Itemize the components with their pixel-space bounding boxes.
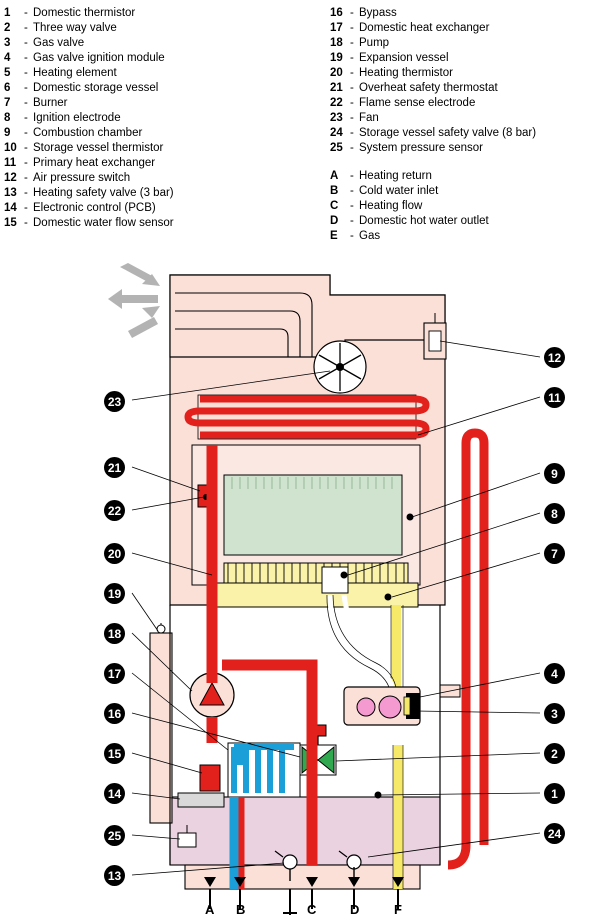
legend-item-label: Primary heat exchanger	[33, 157, 156, 169]
legend-item-number: D	[330, 215, 339, 227]
burner-point	[385, 594, 392, 601]
legend-item-dash: -	[24, 172, 28, 184]
legend-item-label: Three way valve	[33, 22, 117, 34]
legend-item-label: System pressure sensor	[359, 142, 483, 154]
legend-item-label: Electronic control (PCB)	[33, 202, 156, 214]
legend-item-label: Expansion vessel	[359, 52, 449, 64]
electronic-control-pcb	[178, 793, 224, 807]
legend-item-number: 17	[330, 22, 343, 34]
three-way-valve	[300, 725, 336, 775]
legend-item-B	[330, 184, 610, 199]
legend-item-dash: -	[24, 127, 28, 139]
legend-item-number: 24	[330, 127, 343, 139]
legend-item-number: 19	[330, 52, 343, 64]
legend-item-label: Heating return	[359, 170, 432, 182]
legend-item-dash: -	[350, 127, 354, 139]
legend-item-number: B	[330, 185, 339, 197]
legend-item-label: Heating thermistor	[359, 67, 453, 79]
callout-15[interactable]: 15	[104, 743, 125, 764]
legend-item-number: C	[330, 200, 339, 212]
legend-item-dash: -	[24, 112, 28, 124]
legend-item-label: Gas	[359, 230, 381, 242]
legend-item-label: Heating flow	[359, 200, 423, 212]
combustion-chamber-liner	[224, 475, 402, 555]
legend-item-label: Storage vessel safety valve (8 bar)	[359, 127, 537, 139]
legend-item-4	[4, 51, 304, 66]
legend-item-number: 7	[4, 97, 11, 109]
callout-3[interactable]: 3	[544, 703, 565, 724]
legend-item-1	[4, 6, 304, 21]
legend-item-number: A	[330, 170, 339, 182]
legend-item-number: 9	[4, 127, 11, 139]
legend-item-label: Ignition electrode	[33, 112, 121, 124]
legend-item-label: Combustion chamber	[33, 127, 143, 139]
legend-item-3	[4, 36, 304, 51]
liner-hatch	[232, 477, 392, 489]
legend-item-23	[330, 111, 610, 126]
callout-16[interactable]: 16	[104, 703, 125, 724]
legend-item-7	[4, 96, 304, 111]
legend-item-dash: -	[350, 82, 354, 94]
legend-item-dash: -	[24, 157, 28, 169]
callout-9[interactable]: 9	[544, 463, 565, 484]
callout-7[interactable]: 7	[544, 543, 565, 564]
legend-item-dash: -	[24, 67, 28, 79]
legend-item-dash: -	[350, 67, 354, 79]
legend-left-column	[4, 6, 304, 231]
legend-item-dash: -	[24, 7, 28, 19]
legend-item-dash: -	[350, 215, 354, 227]
legend-item-14	[4, 201, 304, 216]
callout-24[interactable]: 24	[544, 823, 565, 844]
legend-item-dash: -	[350, 230, 354, 242]
legend-item-dash: -	[24, 142, 28, 154]
callout-4[interactable]: 4	[544, 663, 565, 684]
legend-item-dash: -	[350, 97, 354, 109]
legend-item-5	[4, 66, 304, 81]
legend-item-dash: -	[24, 217, 28, 229]
callout-22[interactable]: 22	[104, 500, 125, 521]
callout-12[interactable]: 12	[544, 347, 565, 368]
legend-item-dash: -	[24, 82, 28, 94]
legend-item-number: 14	[4, 202, 17, 214]
legend-item-number: 5	[4, 67, 11, 79]
legend-item-dash: -	[350, 112, 354, 124]
legend-item-label: Gas valve ignition module	[33, 52, 165, 64]
legend-item-dash: -	[350, 185, 354, 197]
legend-item-C	[330, 199, 610, 214]
legend-block	[0, 0, 613, 245]
callout-11[interactable]: 11	[544, 387, 565, 408]
legend-item-number: 21	[330, 82, 343, 94]
connection-label-C: C	[307, 902, 317, 917]
legend-item-8	[4, 111, 304, 126]
legend-item-label: Storage vessel thermistor	[33, 142, 164, 154]
legend-item-number: 3	[4, 37, 11, 49]
callout-23[interactable]: 23	[104, 391, 125, 412]
domestic-water-flow-sensor	[200, 765, 220, 791]
legend-item-label: Domestic thermistor	[33, 7, 136, 19]
legend-item-number: 4	[4, 52, 11, 64]
legend-item-22	[330, 96, 610, 111]
legend-item-19	[330, 51, 610, 66]
legend-item-dash: -	[350, 22, 354, 34]
legend-item-label: Domestic water flow sensor	[33, 217, 174, 229]
legend-item-24	[330, 126, 610, 141]
legend-item-17	[330, 21, 610, 36]
legend-item-dash: -	[350, 52, 354, 64]
legend-item-dash: -	[24, 22, 28, 34]
fan-assembly	[314, 341, 366, 393]
legend-item-D	[330, 214, 610, 229]
legend-item-12	[4, 171, 304, 186]
legend-item-6	[4, 81, 304, 96]
bottom-manifold	[185, 865, 420, 889]
legend-item-label: Domestic heat exchanger	[359, 22, 490, 34]
legend-item-label: Domestic hot water outlet	[359, 215, 489, 227]
legend-item-21	[330, 81, 610, 96]
legend-item-label: Gas valve	[33, 37, 85, 49]
legend-item-number: 20	[330, 67, 343, 79]
legend-item-number: 23	[330, 112, 343, 124]
legend-item-dash: -	[350, 7, 354, 19]
legend-item-number: 10	[4, 142, 17, 154]
ignition-lead	[330, 595, 394, 695]
diagram-vector	[0, 245, 613, 923]
legend-item-number: 22	[330, 97, 343, 109]
legend-item-number: 13	[4, 187, 17, 199]
legend-item-number: 25	[330, 142, 343, 154]
legend-item-label: Heating safety valve (3 bar)	[33, 187, 174, 199]
legend-item-number: 2	[4, 22, 11, 34]
legend-item-label: Bypass	[359, 7, 397, 19]
legend-item-label: Burner	[33, 97, 68, 109]
legend-item-number: 6	[4, 82, 11, 94]
legend-item-number: 12	[4, 172, 17, 184]
legend-spacer	[330, 156, 610, 169]
legend-item-15	[4, 216, 304, 231]
legend-item-label: Pump	[359, 37, 390, 49]
legend-right-column	[330, 6, 610, 244]
legend-item-label: Cold water inlet	[359, 185, 439, 197]
ignition-electrode-point	[341, 572, 348, 579]
legend-item-11	[4, 156, 304, 171]
connection-label-A: A	[205, 902, 215, 917]
legend-item-20	[330, 66, 610, 81]
callout-13[interactable]: 13	[104, 865, 125, 886]
connection-label-F: F	[394, 902, 402, 917]
heating-flow-pipe-red	[448, 433, 484, 865]
legend-item-E	[330, 229, 610, 244]
boiler-cutaway-diagram	[0, 245, 613, 923]
legend-item-number: 16	[330, 7, 343, 19]
callout-14[interactable]: 14	[104, 783, 125, 804]
legend-item-label: Heating element	[33, 67, 117, 79]
callout-19[interactable]: 19	[104, 583, 125, 604]
legend-item-dash: -	[350, 200, 354, 212]
legend-item-10	[4, 141, 304, 156]
gas-pipe	[396, 605, 398, 889]
callout-18[interactable]: 18	[104, 623, 125, 644]
legend-item-dash: -	[24, 37, 28, 49]
legend-item-label: Fan	[359, 112, 379, 124]
legend-item-number: 1	[4, 7, 11, 19]
callout-20[interactable]: 20	[104, 543, 125, 564]
legend-item-2	[4, 21, 304, 36]
callout-2[interactable]: 2	[544, 743, 565, 764]
air-intake-arrows	[108, 263, 160, 338]
legend-item-dash: -	[24, 97, 28, 109]
connection-label-D: D	[350, 902, 360, 917]
legend-item-number: 18	[330, 37, 343, 49]
legend-item-label: Flame sense electrode	[359, 97, 476, 109]
callout-21[interactable]: 21	[104, 457, 125, 478]
legend-item-9	[4, 126, 304, 141]
legend-item-number: 8	[4, 112, 11, 124]
gas-valve-assembly	[344, 687, 420, 725]
legend-item-label: Air pressure switch	[33, 172, 131, 184]
callout-25[interactable]: 25	[104, 825, 125, 846]
legend-item-dash: -	[350, 37, 354, 49]
connection-label-B: B	[236, 902, 246, 917]
legend-item-number: 15	[4, 217, 17, 229]
legend-item-dash: -	[24, 52, 28, 64]
legend-item-18	[330, 36, 610, 51]
legend-item-25	[330, 141, 610, 156]
legend-item-13	[4, 186, 304, 201]
legend-item-label: Domestic storage vessel	[33, 82, 159, 94]
legend-item-dash: -	[350, 142, 354, 154]
legend-item-16	[330, 6, 610, 21]
callout-8[interactable]: 8	[544, 503, 565, 524]
legend-item-dash: -	[350, 170, 354, 182]
legend-item-number: 11	[4, 157, 17, 169]
legend-item-number: E	[330, 230, 338, 242]
callout-1[interactable]: 1	[544, 783, 565, 804]
callout-17[interactable]: 17	[104, 663, 125, 684]
legend-item-dash: -	[24, 202, 28, 214]
legend-item-dash: -	[24, 187, 28, 199]
legend-item-label: Overheat safety thermostat	[359, 82, 498, 94]
legend-item-A	[330, 169, 610, 184]
